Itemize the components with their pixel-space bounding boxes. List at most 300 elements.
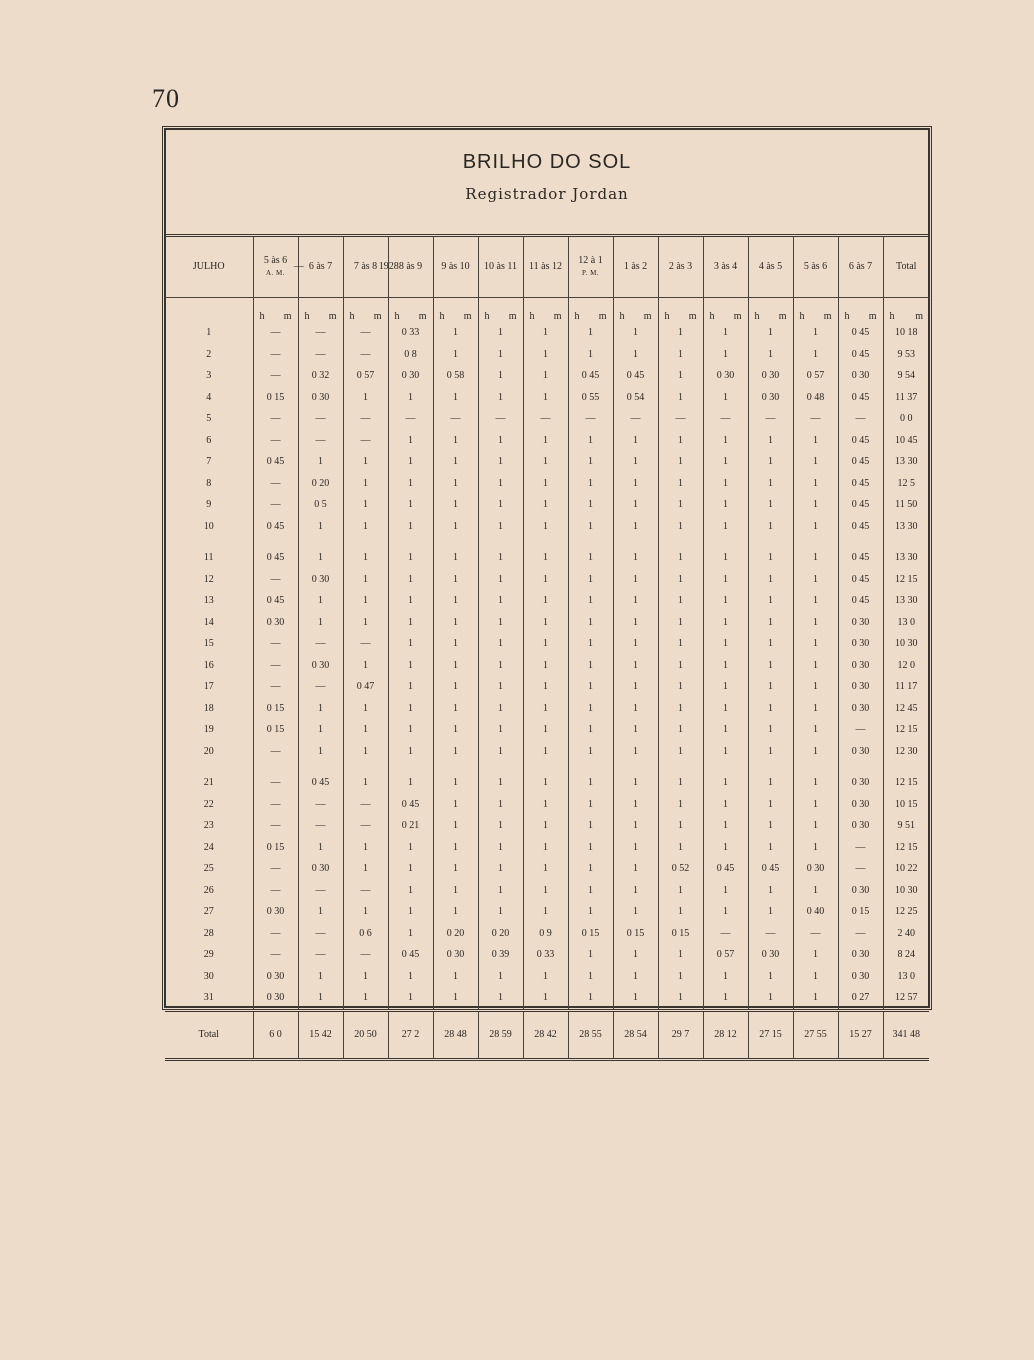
- value-cell: 1: [613, 612, 658, 634]
- unit-hours: h: [889, 311, 895, 322]
- table-row: [165, 547, 929, 569]
- value-cell: 1: [343, 966, 388, 988]
- day-cell: 25: [203, 863, 214, 875]
- value-cell: 1: [568, 698, 613, 720]
- value-cell: 1: [568, 794, 613, 816]
- value-cell: 1: [703, 719, 748, 741]
- value-cell: 1: [568, 741, 613, 763]
- value-cell: 1: [478, 966, 523, 988]
- value-cell: 0 30: [838, 655, 883, 677]
- value-cell: 1: [478, 794, 523, 816]
- value-cell: 1: [478, 322, 523, 344]
- value-cell: 1: [388, 451, 433, 473]
- page-subtitle: Registrador Jordan: [465, 185, 629, 203]
- day-cell: 3: [206, 370, 212, 382]
- value-cell: 1: [748, 987, 793, 1010]
- table-row: [165, 344, 929, 366]
- unit-minutes: m: [688, 311, 697, 322]
- day-cell: 11: [203, 552, 214, 564]
- value-cell: 1: [658, 516, 703, 538]
- value-cell: 1: [298, 516, 343, 538]
- day-cell: 21: [203, 777, 214, 789]
- value-cell: 1: [343, 451, 388, 473]
- value-cell: 0 57: [343, 365, 388, 387]
- value-cell: 1: [478, 494, 523, 516]
- value-cell: 1: [478, 451, 523, 473]
- value-cell: —: [793, 923, 838, 945]
- day-cell: 20: [203, 745, 214, 757]
- day-cell: 5: [206, 413, 212, 425]
- value-cell: 1: [613, 858, 658, 880]
- table-row: [165, 569, 929, 591]
- unit-minutes: m: [868, 311, 877, 322]
- value-cell: —: [838, 408, 883, 430]
- value-cell: 1: [613, 794, 658, 816]
- value-cell: 0 15: [613, 923, 658, 945]
- value-cell: 0 47: [343, 676, 388, 698]
- value-cell: 1: [748, 451, 793, 473]
- value-cell: 0 30: [253, 987, 298, 1010]
- day-cell: 1: [206, 327, 212, 339]
- value-cell: 1: [523, 901, 568, 923]
- value-cell: 1: [568, 344, 613, 366]
- value-cell: 8 24: [883, 944, 929, 966]
- unit-minutes: m: [328, 311, 337, 322]
- value-cell: 1: [343, 837, 388, 859]
- value-cell: —: [253, 676, 298, 698]
- title-block: [165, 129, 929, 237]
- value-cell: 1: [433, 880, 478, 902]
- value-cell: 1: [298, 547, 343, 569]
- value-cell: 10 22: [883, 858, 929, 880]
- value-cell: 1: [343, 516, 388, 538]
- value-cell: 1: [388, 633, 433, 655]
- value-cell: 12 30: [883, 741, 929, 763]
- unit-hours: h: [709, 311, 715, 322]
- day-cell: 14: [203, 616, 214, 628]
- value-cell: 11 17: [883, 676, 929, 698]
- table-row: [165, 612, 929, 634]
- value-cell: 1: [613, 569, 658, 591]
- value-cell: 1: [748, 473, 793, 495]
- value-cell: 1: [568, 473, 613, 495]
- value-cell: 0 33: [523, 944, 568, 966]
- sunshine-table: [165, 237, 929, 1061]
- value-cell: 13 30: [883, 547, 929, 569]
- value-cell: 0 15: [253, 698, 298, 720]
- value-cell: —: [343, 408, 388, 430]
- day-cell: 6: [206, 434, 212, 446]
- value-cell: 1: [658, 815, 703, 837]
- value-cell: 1: [523, 473, 568, 495]
- unit-minutes: m: [733, 311, 742, 322]
- value-cell: 1: [388, 923, 433, 945]
- value-cell: 0 45: [703, 858, 748, 880]
- value-cell: 0 40: [793, 901, 838, 923]
- value-cell: 1: [613, 547, 658, 569]
- value-cell: 1: [523, 741, 568, 763]
- value-cell: 1: [433, 569, 478, 591]
- table-row: [165, 966, 929, 988]
- total-cell: 28 42: [523, 1010, 568, 1059]
- value-cell: 1: [613, 590, 658, 612]
- column-header: [523, 237, 568, 298]
- value-cell: 1: [613, 944, 658, 966]
- value-cell: 1: [478, 344, 523, 366]
- unit-hours: h: [574, 311, 580, 322]
- value-cell: 1: [658, 430, 703, 452]
- value-cell: 1: [748, 494, 793, 516]
- units-cell: [433, 298, 478, 323]
- spacer-cell: [613, 762, 658, 772]
- total-row: [165, 1010, 929, 1059]
- value-cell: 1: [748, 569, 793, 591]
- value-cell: 1: [523, 698, 568, 720]
- value-cell: 1: [478, 612, 523, 634]
- total-cell: 28 55: [568, 1010, 613, 1059]
- value-cell: —: [253, 944, 298, 966]
- value-cell: 1: [298, 987, 343, 1010]
- value-cell: 1: [613, 698, 658, 720]
- value-cell: 1: [568, 966, 613, 988]
- spacer-cell: [748, 762, 793, 772]
- value-cell: 1: [793, 987, 838, 1010]
- units-cell: [748, 298, 793, 323]
- column-header-label: 3 às 4: [713, 261, 738, 272]
- unit-minutes: m: [373, 311, 382, 322]
- value-cell: 0 48: [793, 387, 838, 409]
- value-cell: 1: [523, 612, 568, 634]
- value-cell: 1: [658, 880, 703, 902]
- value-cell: 1: [388, 837, 433, 859]
- value-cell: 9 53: [883, 344, 929, 366]
- spacer-cell: [568, 537, 613, 547]
- value-cell: 1: [478, 365, 523, 387]
- column-header-label: 12 à 1: [578, 255, 603, 266]
- value-cell: 1: [478, 547, 523, 569]
- value-cell: —: [343, 944, 388, 966]
- value-cell: —: [343, 880, 388, 902]
- day-cell: 29: [203, 949, 214, 961]
- table-row: [165, 794, 929, 816]
- table-row: [165, 473, 929, 495]
- value-cell: 1: [568, 516, 613, 538]
- value-cell: 1: [748, 547, 793, 569]
- value-cell: 1: [793, 741, 838, 763]
- column-header-sub: A. M.: [265, 269, 286, 277]
- value-cell: —: [748, 408, 793, 430]
- value-cell: 0 45: [838, 569, 883, 591]
- column-header: [883, 237, 929, 298]
- spacer-cell: [433, 762, 478, 772]
- value-cell: 1: [568, 494, 613, 516]
- unit-minutes: m: [643, 311, 652, 322]
- value-cell: 1: [793, 719, 838, 741]
- value-cell: 1: [658, 698, 703, 720]
- value-cell: 1: [433, 655, 478, 677]
- value-cell: 1: [568, 987, 613, 1010]
- value-cell: 1: [703, 516, 748, 538]
- value-cell: 0 39: [478, 944, 523, 966]
- value-cell: 1: [793, 569, 838, 591]
- value-cell: 1: [388, 772, 433, 794]
- value-cell: —: [523, 408, 568, 430]
- value-cell: 1: [523, 655, 568, 677]
- value-cell: 1: [568, 837, 613, 859]
- value-cell: —: [838, 719, 883, 741]
- value-cell: —: [253, 430, 298, 452]
- spacer-cell: [165, 537, 253, 547]
- value-cell: 1: [568, 633, 613, 655]
- value-cell: 0 30: [838, 612, 883, 634]
- spacer-cell: [838, 762, 883, 772]
- value-cell: 0 15: [838, 901, 883, 923]
- value-cell: 1: [613, 901, 658, 923]
- value-cell: —: [253, 880, 298, 902]
- value-cell: 0 55: [568, 387, 613, 409]
- unit-minutes: m: [418, 311, 427, 322]
- value-cell: 1: [793, 880, 838, 902]
- value-cell: 0 30: [253, 966, 298, 988]
- value-cell: 1: [703, 569, 748, 591]
- value-cell: 1: [658, 387, 703, 409]
- value-cell: 1: [388, 858, 433, 880]
- total-cell: 27 55: [793, 1010, 838, 1059]
- value-cell: 1: [703, 322, 748, 344]
- value-cell: 12 15: [883, 837, 929, 859]
- value-cell: 1: [658, 655, 703, 677]
- value-cell: 1: [298, 451, 343, 473]
- value-cell: 1: [343, 569, 388, 591]
- column-header: [568, 237, 613, 298]
- value-cell: 0 45: [838, 473, 883, 495]
- value-cell: 1: [523, 966, 568, 988]
- value-cell: 1: [478, 473, 523, 495]
- value-cell: 1: [523, 676, 568, 698]
- value-cell: 1: [388, 698, 433, 720]
- value-cell: —: [478, 408, 523, 430]
- day-cell: 17: [203, 681, 214, 693]
- value-cell: 1: [433, 676, 478, 698]
- table-frame: [162, 126, 932, 1040]
- column-header: [613, 237, 658, 298]
- day-cell: 7: [206, 456, 212, 468]
- value-cell: 1: [568, 430, 613, 452]
- value-cell: 1: [433, 698, 478, 720]
- spacer-cell: [388, 762, 433, 772]
- value-cell: 1: [658, 966, 703, 988]
- spacer-cell: [838, 537, 883, 547]
- value-cell: 1: [433, 966, 478, 988]
- spacer-cell: [703, 762, 748, 772]
- value-cell: 1: [748, 719, 793, 741]
- unit-hours: h: [349, 311, 355, 322]
- units-cell: [793, 298, 838, 323]
- day-cell: 12: [203, 573, 214, 585]
- table-row: [165, 633, 929, 655]
- day-cell: 19: [203, 724, 214, 736]
- value-cell: 1: [703, 987, 748, 1010]
- column-header-label: 10 às 11: [484, 261, 517, 272]
- value-cell: 0 30: [298, 655, 343, 677]
- value-cell: 1: [478, 880, 523, 902]
- column-header: [478, 237, 523, 298]
- value-cell: 1: [433, 741, 478, 763]
- value-cell: 1: [748, 837, 793, 859]
- value-cell: —: [613, 408, 658, 430]
- value-cell: 1: [793, 547, 838, 569]
- value-cell: 1: [748, 344, 793, 366]
- value-cell: 0 27: [838, 987, 883, 1010]
- spacer-cell: [433, 537, 478, 547]
- value-cell: 1: [298, 590, 343, 612]
- value-cell: 1: [658, 612, 703, 634]
- value-cell: 1: [478, 741, 523, 763]
- value-cell: 0 30: [838, 880, 883, 902]
- units-cell: [568, 298, 613, 323]
- table-row: [165, 698, 929, 720]
- value-cell: 1: [613, 655, 658, 677]
- value-cell: 1: [703, 966, 748, 988]
- total-cell: 341 48: [883, 1010, 929, 1059]
- total-cell: 29 7: [658, 1010, 703, 1059]
- value-cell: 0 20: [478, 923, 523, 945]
- spacer-cell: [523, 537, 568, 547]
- value-cell: 1: [523, 387, 568, 409]
- value-cell: 13 0: [883, 612, 929, 634]
- spacer-cell: [793, 537, 838, 547]
- value-cell: 1: [793, 516, 838, 538]
- value-cell: 1: [343, 719, 388, 741]
- value-cell: 1: [793, 698, 838, 720]
- value-cell: 1: [658, 741, 703, 763]
- spacer-cell: [298, 537, 343, 547]
- value-cell: 1: [343, 494, 388, 516]
- value-cell: —: [253, 633, 298, 655]
- table-row: [165, 676, 929, 698]
- value-cell: —: [838, 837, 883, 859]
- value-cell: 1: [793, 430, 838, 452]
- spacer-cell: [703, 537, 748, 547]
- value-cell: —: [253, 815, 298, 837]
- total-cell: 15 42: [298, 1010, 343, 1059]
- day-cell: 18: [203, 702, 214, 714]
- column-header-label: 6 às 7: [308, 261, 333, 272]
- spacer-cell: [658, 537, 703, 547]
- value-cell: 1: [478, 655, 523, 677]
- column-header: [298, 237, 343, 298]
- value-cell: 1: [703, 815, 748, 837]
- page-number: 70: [152, 84, 180, 113]
- day-cell: 15: [203, 638, 214, 650]
- value-cell: 1: [658, 987, 703, 1010]
- total-cell: 28 54: [613, 1010, 658, 1059]
- unit-minutes: m: [823, 311, 832, 322]
- value-cell: 1: [523, 590, 568, 612]
- value-cell: 1: [793, 344, 838, 366]
- value-cell: —: [253, 344, 298, 366]
- value-cell: —: [298, 322, 343, 344]
- table-row: [165, 858, 929, 880]
- value-cell: 1: [388, 741, 433, 763]
- value-cell: 0 5: [298, 494, 343, 516]
- value-cell: 1: [793, 815, 838, 837]
- value-cell: 1: [478, 772, 523, 794]
- value-cell: 0 30: [838, 741, 883, 763]
- value-cell: 1: [658, 451, 703, 473]
- value-cell: 1: [568, 815, 613, 837]
- value-cell: 1: [793, 322, 838, 344]
- unit-hours: h: [664, 311, 670, 322]
- value-cell: 1: [748, 880, 793, 902]
- unit-hours: h: [799, 311, 805, 322]
- value-cell: 10 30: [883, 880, 929, 902]
- unit-hours: h: [484, 311, 490, 322]
- value-cell: 1: [703, 430, 748, 452]
- spacer-cell: [478, 762, 523, 772]
- column-header-sub: P. M.: [581, 269, 600, 277]
- day-cell: 2: [206, 348, 212, 360]
- value-cell: 0 30: [838, 794, 883, 816]
- value-cell: 1: [388, 655, 433, 677]
- value-cell: —: [433, 408, 478, 430]
- spacer-cell: [523, 762, 568, 772]
- value-cell: 0 30: [838, 772, 883, 794]
- value-cell: 1: [748, 901, 793, 923]
- value-cell: 1: [658, 633, 703, 655]
- value-cell: 1: [748, 815, 793, 837]
- unit-hours: h: [304, 311, 310, 322]
- value-cell: —: [343, 322, 388, 344]
- value-cell: 1: [613, 880, 658, 902]
- value-cell: —: [298, 676, 343, 698]
- value-cell: 0 45: [838, 516, 883, 538]
- value-cell: 1: [658, 590, 703, 612]
- value-cell: 1: [613, 494, 658, 516]
- value-cell: 1: [658, 473, 703, 495]
- table-row: [165, 719, 929, 741]
- spacer-cell: [343, 762, 388, 772]
- table-row: [165, 430, 929, 452]
- day-cell: 9: [206, 499, 212, 511]
- table-row: [165, 923, 929, 945]
- value-cell: 0 45: [748, 858, 793, 880]
- value-cell: 1: [478, 516, 523, 538]
- value-cell: 0 54: [613, 387, 658, 409]
- value-cell: 1: [613, 966, 658, 988]
- units-cell: [703, 298, 748, 323]
- value-cell: 1: [388, 569, 433, 591]
- value-cell: 1: [433, 901, 478, 923]
- total-cell: 27 2: [388, 1010, 433, 1059]
- value-cell: 1: [433, 516, 478, 538]
- value-cell: 1: [388, 880, 433, 902]
- unit-minutes: m: [598, 311, 607, 322]
- value-cell: 11 37: [883, 387, 929, 409]
- header-row: [165, 237, 929, 298]
- total-cell: 15 27: [838, 1010, 883, 1059]
- value-cell: —: [253, 858, 298, 880]
- value-cell: 0 57: [793, 365, 838, 387]
- value-cell: 1: [793, 494, 838, 516]
- column-header: [658, 237, 703, 298]
- value-cell: 1: [343, 612, 388, 634]
- spacer-cell: [253, 762, 298, 772]
- value-cell: 1: [748, 772, 793, 794]
- value-cell: 0 20: [433, 923, 478, 945]
- value-cell: 1: [433, 387, 478, 409]
- table-row: [165, 494, 929, 516]
